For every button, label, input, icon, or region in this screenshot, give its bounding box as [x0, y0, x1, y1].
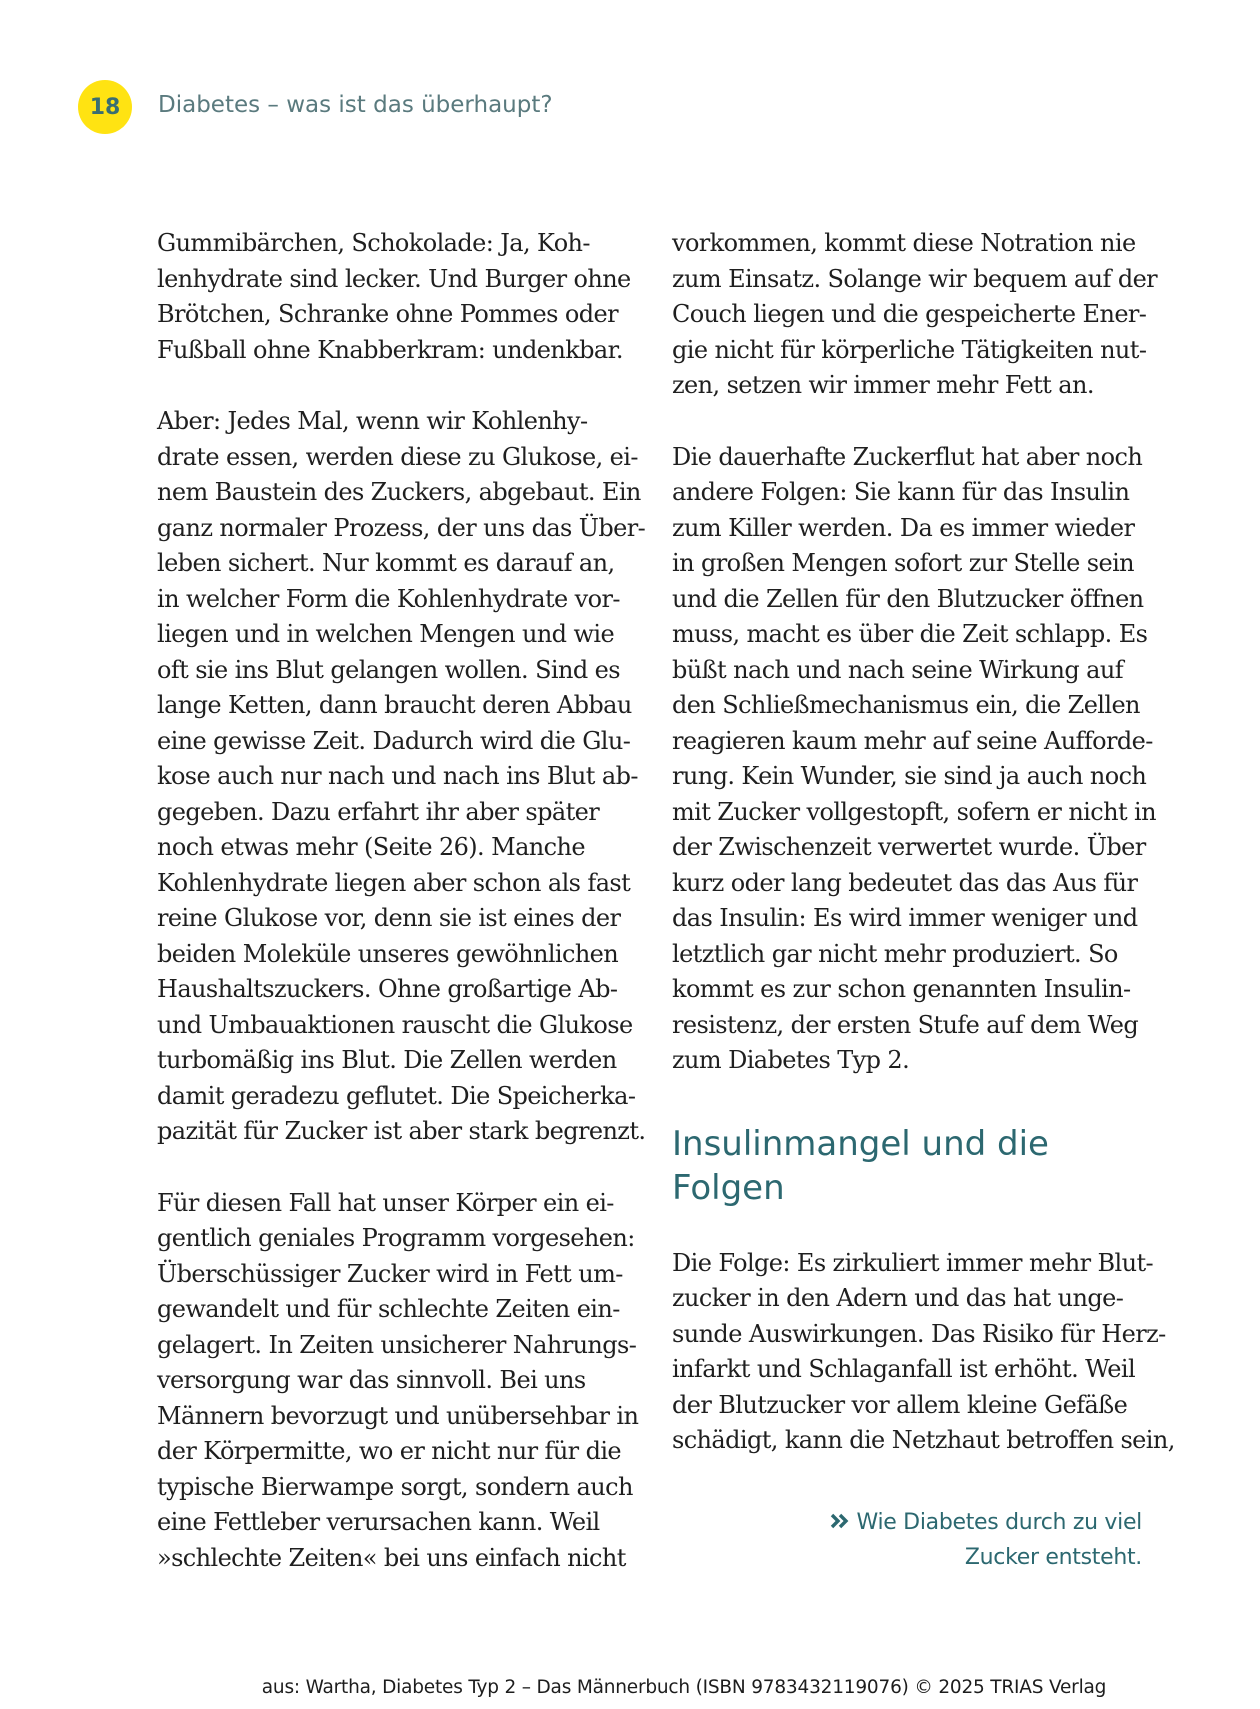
text-line: den Schließmechanismus ein, die Zellen: [672, 691, 1140, 719]
text-line: Für diesen Fall hat unser Körper ein ei-: [157, 1188, 614, 1217]
text-line: Fußball ohne Knabberkram: undenkbar.: [157, 335, 623, 364]
section-heading: [672, 1122, 1172, 1210]
text-line: Haushaltszuckers. Ohne großartige Ab-: [157, 975, 618, 1003]
text-line: turbomäßig ins Blut. Die Zellen werden: [157, 1046, 617, 1074]
text-line: Kohlenhydrate liegen aber schon als fast: [157, 868, 631, 897]
text-line: reine Glukose vor, denn sie ist eines der: [157, 904, 621, 932]
text-line: lange Ketten, dann braucht deren Abbau: [157, 691, 632, 719]
text-line: sunde Auswirkungen. Das Risiko für Herz-: [672, 1319, 1166, 1348]
text-line: der Blutzucker vor allem kleine Gefäße: [672, 1390, 1128, 1419]
body-paragraph: [157, 1186, 647, 1577]
text-line: lenhydrate sind lecker. Und Burger ohne: [157, 264, 631, 293]
text-line: »schlechte Zeiten« bei uns einfach nicht: [157, 1543, 626, 1572]
text-line: Couch liegen und die gespeicherte Ener-: [672, 300, 1147, 328]
text-line: gelagert. In Zeiten unsicherer Nahrungs-: [157, 1330, 637, 1359]
text-line: eine Fettleber verursachen kann. Weil: [157, 1508, 600, 1536]
text-line: letztlich gar nicht mehr produziert. So: [672, 939, 1118, 968]
text-line: schädigt, kann die Netzhaut betroffen sein,: [672, 1426, 1175, 1454]
text-line: Überschüssiger Zucker wird in Fett um-: [157, 1259, 623, 1288]
text-line: der Körpermitte, wo er nicht nur für die: [157, 1437, 622, 1465]
text-line: in großen Mengen sofort zur Stelle sein: [672, 549, 1135, 577]
text-line: zen, setzen wir immer mehr Fett an.: [672, 371, 1094, 399]
text-line: reagieren kaum mehr auf seine Aufforde-: [672, 726, 1153, 755]
text-line: resistenz, der ersten Stufe auf dem Weg: [672, 1010, 1139, 1039]
source-footer: [0, 1677, 1260, 1698]
text-line: noch etwas mehr (Seite 26). Manche: [157, 833, 585, 861]
text-line: zucker in den Adern und das hat unge-: [672, 1284, 1124, 1312]
text-line: versorgung war das sinnvoll. Bei uns: [157, 1366, 586, 1394]
text-line: Die Folge: Es zirkuliert immer mehr Blut-: [672, 1248, 1153, 1277]
text-line: büßt nach und nach seine Wirkung auf: [672, 655, 1123, 684]
text-line: zum Einsatz. Solange wir bequem auf der: [672, 264, 1158, 293]
section-heading-line: Insulinmangel und die: [672, 1123, 1049, 1164]
text-line: gentlich geniales Programm vorgesehen:: [157, 1224, 635, 1252]
text-line: zum Diabetes Typ 2.: [672, 1046, 910, 1074]
text-line: Männern bevorzugt und unübersehbar in: [157, 1401, 639, 1430]
source-footer-text: aus: Wartha, Diabetes Typ 2 – Das Männerbuch (ISBN 9783432119076) © 2025 TRIAS Verlag: [261, 1677, 1107, 1698]
text-line: infarkt und Schlaganfall ist erhöht. Weil: [672, 1355, 1136, 1383]
text-line: mit Zucker vollgestopft, sofern er nicht in: [672, 797, 1156, 826]
right-column: [672, 226, 1175, 1459]
text-line: kose auch nur nach und nach ins Blut ab-: [157, 762, 638, 790]
text-line: kommt es zur schon genannten Insulin-: [672, 975, 1131, 1003]
text-line: gewandelt und für schlechte Zeiten ein-: [157, 1295, 620, 1323]
text-line: damit geradezu geflutet. Die Speicherka-: [157, 1081, 636, 1110]
page-number-badge: [78, 80, 132, 134]
text-line: muss, macht es über die Zeit schlapp. Es: [672, 620, 1148, 648]
text-line: andere Folgen: Sie kann für das Insulin: [672, 478, 1130, 506]
text-line: Brötchen, Schranke ohne Pommes oder: [157, 300, 618, 328]
text-line: eine gewisse Zeit. Dadurch wird die Glu-: [157, 726, 631, 755]
paragraph-gap: [672, 404, 1172, 440]
body-paragraph: [157, 226, 647, 368]
cross-reference-text-1: Wie Diabetes durch zu viel: [856, 1510, 1142, 1535]
text-line: typische Bierwampe sorgt, sondern auch: [157, 1472, 633, 1501]
text-line: Aber: Jedes Mal, wenn wir Kohlenhy-: [157, 407, 588, 435]
text-line: Gummibärchen, Schokolade: Ja, Koh-: [157, 229, 590, 257]
text-line: pazität für Zucker ist aber stark begrenzt.: [157, 1117, 646, 1145]
text-line: leben sichert. Nur kommt es darauf an,: [157, 549, 615, 577]
text-line: nem Baustein des Zuckers, abgebaut. Ein: [157, 478, 641, 506]
body-paragraph: [672, 440, 1172, 1079]
text-line: zum Killer werden. Da es immer wieder: [672, 513, 1135, 542]
text-line: das Insulin: Es wird immer weniger und: [672, 904, 1138, 932]
text-line: kurz oder lang bedeutet das das Aus für: [672, 868, 1138, 897]
left-column: [157, 226, 647, 1576]
text-line: oft sie ins Blut gelangen wollen. Sind es: [157, 655, 620, 684]
double-chevron-right-icon: [830, 1505, 850, 1540]
text-line: drate essen, werden diese zu Glukose, ei-: [157, 442, 638, 471]
body-paragraph: [672, 1246, 1175, 1459]
text-line: Die dauerhafte Zuckerflut hat aber noch: [672, 442, 1143, 471]
body-paragraph: [672, 226, 1172, 404]
text-line: und die Zellen für den Blutzucker öffnen: [672, 584, 1144, 613]
cross-reference-text-2: Zucker entsteht.: [964, 1545, 1142, 1570]
paragraph-gap: [157, 368, 647, 404]
body-paragraph: [157, 404, 647, 1150]
page-number: 18: [89, 94, 121, 120]
text-line: gegeben. Dazu erfahrt ihr aber später: [157, 797, 600, 826]
section-heading-line: Folgen: [672, 1167, 785, 1208]
text-line: der Zwischenzeit verwertet wurde. Über: [672, 833, 1146, 861]
running-title: Diabetes – was ist das überhaupt?: [158, 92, 553, 118]
text-line: vorkommen, kommt diese Notration nie: [672, 229, 1136, 257]
text-line: gie nicht für körperliche Tätigkeiten nut-: [672, 335, 1147, 364]
text-line: und Umbauaktionen rauscht die Glukose: [157, 1010, 633, 1039]
text-line: liegen und in welchen Mengen und wie: [157, 620, 615, 648]
text-line: beiden Moleküle unseres gewöhnlichen: [157, 939, 619, 968]
cross-reference-line: [830, 1505, 1142, 1540]
cross-reference[interactable]: [830, 1505, 1142, 1575]
text-line: rung. Kein Wunder, sie sind ja auch noch: [672, 762, 1147, 790]
text-line: in welcher Form die Kohlenhydrate vor-: [157, 584, 620, 613]
paragraph-gap: [157, 1150, 647, 1186]
text-line: ganz normaler Prozess, der uns das Über-: [157, 513, 646, 542]
